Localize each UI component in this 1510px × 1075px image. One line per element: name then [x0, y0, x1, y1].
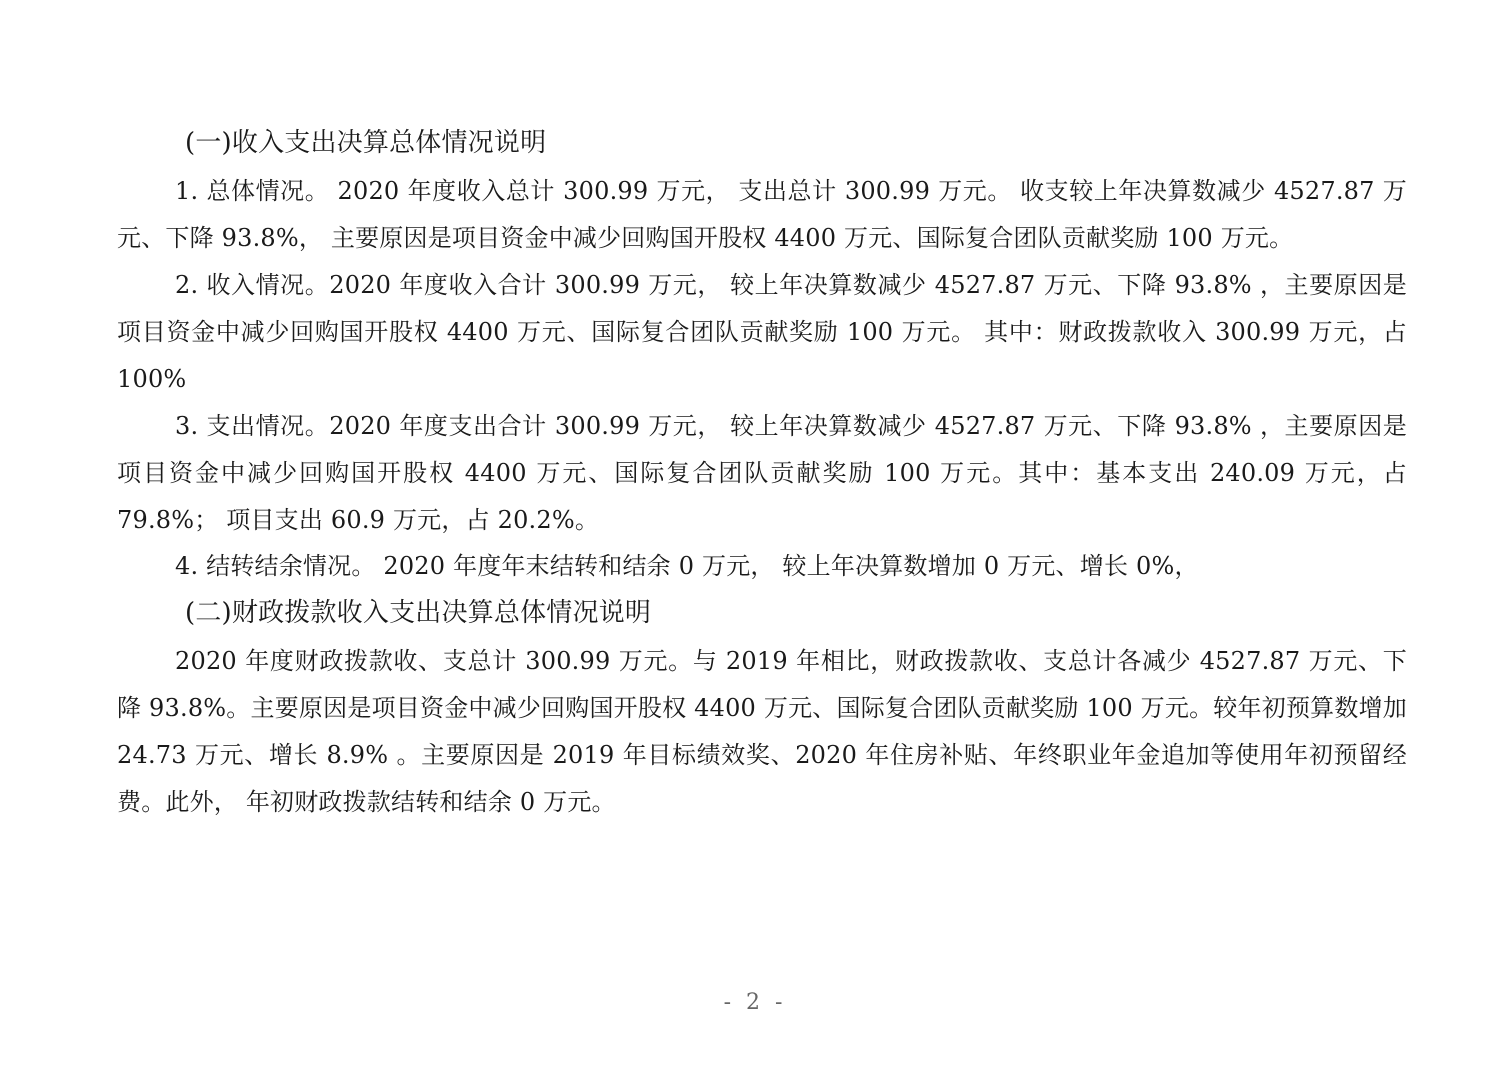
- section-heading-income-expenditure: (一)收入支出决算总体情况说明: [185, 128, 547, 158]
- paragraph-overall: 1. 总体情况。 2020 年度收入总计 300.99 万元， 支出总计 300.99 万元。 收支较上年决算数减少 4527.87 万元、下降 93.8%， 主要原因是项目资金中减少回购国开股权 4400 万元、国际复合团队贡献奖励 100 万元。: [117, 177, 1407, 252]
- paragraph-fiscal-appropriation: 2020 年度财政拨款收、支总计 300.99 万元。与 2019 年相比，财政拨款收、支总计各减少 4527.87 万元、下降 93.8%。主要原因是项目资金中减少回购国开股权 4400 万元、国际复合团队贡献奖励 100 万元。较年初预算数增加 24.73 万元、增长 8.9% 。主要原因是 2019 年目标绩效奖、2020 年住房补贴、年终职业年金追加等使用年初预留经费。此外， 年初财政拨款结转和结余 0 万元。: [117, 647, 1407, 816]
- paragraph-carryover: 4. 结转结余情况。 2020 年度年末结转和结余 0 万元， 较上年决算数增加 0 万元、增长 0%，: [175, 552, 1199, 580]
- page-number: - 2 -: [723, 990, 787, 1015]
- paragraph-income: 2. 收入情况。2020 年度收入合计 300.99 万元， 较上年决算数减少 4527.87 万元、下降 93.8% ，主要原因是项目资金中减少回购国开股权 4400 万元、国际复合团队贡献奖励 100 万元。 其中：财政拨款收入 300.99 万元，占 100%: [117, 271, 1407, 393]
- paragraph-expenditure: 3. 支出情况。2020 年度支出合计 300.99 万元， 较上年决算数减少 4527.87 万元、下降 93.8% ，主要原因是项目资金中减少回购国开股权 4400 万元、国际复合团队贡献奖励 100 万元。其中：基本支出 240.09 万元，占 79.8%； 项目支出 60.9 万元，占 20.2%。: [117, 412, 1407, 534]
- section-heading-fiscal-appropriation: (二)财政拨款收入支出决算总体情况说明: [185, 598, 652, 628]
- document-body: [117, 118, 1407, 826]
